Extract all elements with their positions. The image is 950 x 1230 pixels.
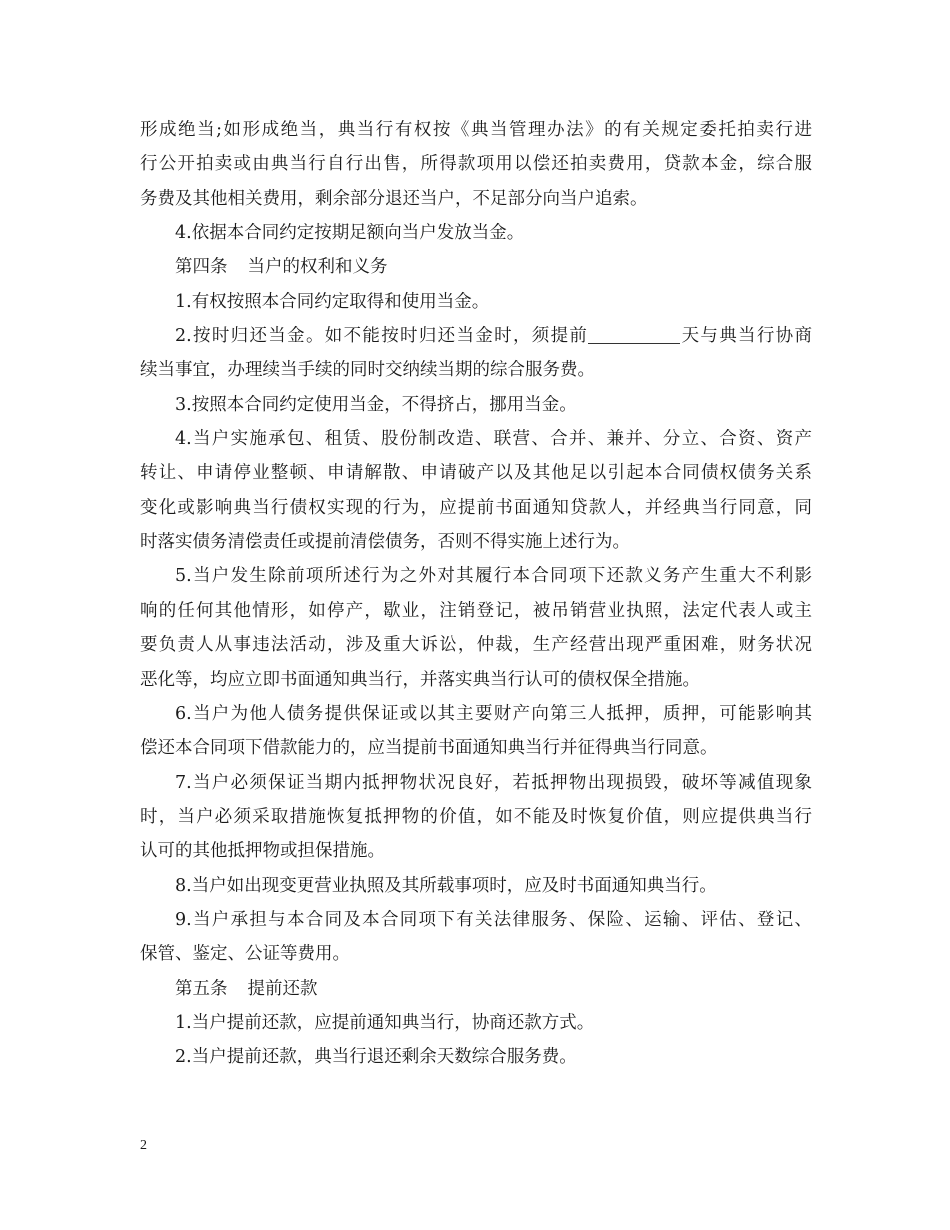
paragraph-line: 时，当户必须采取措施恢复抵押物的价值，如不能及时恢复价值，则应提供典当行 — [140, 806, 812, 827]
clause-item: 3.按照本合同约定使用当金，不得挤占，挪用当金。 — [175, 394, 577, 415]
article-heading-4 — [140, 250, 812, 284]
paragraph-line: 要负责人从事违法活动，涉及重大诉讼，仲裁，生产经营出现严重困难，财务状况 — [140, 635, 812, 656]
document-body — [140, 113, 812, 1075]
article-title: 当户的权利和义务 — [247, 257, 388, 278]
paragraph-line: 时落实债务清偿责任或提前清偿债务，否则不得实施上述行为。 — [140, 532, 630, 553]
clause-item: 7.当户必须保证当期内抵押物状况良好，若抵押物出现损毁，破坏等减值现象 — [175, 772, 812, 793]
paragraph-line: 认可的其他抵押物或担保措施。 — [140, 841, 385, 862]
page-number: 2 — [140, 1138, 147, 1153]
clause-item: 6.当户为他人债务提供保证或以其主要财产向第三人抵押，质押，可能影响其 — [175, 703, 812, 724]
paragraph-line: 恶化等，均应立即书面通知典当行，并落实典当行认可的债权保全措施。 — [140, 669, 700, 690]
clause-item: 2.当户提前还款，典当行退还剩余天数综合服务费。 — [175, 1047, 577, 1068]
clause-item: 4.当户实施承包、租赁、股份制改造、联营、合并、兼并、分立、合资、资产 — [175, 429, 812, 450]
article-number: 第四条 — [175, 257, 228, 278]
article-heading-5 — [140, 972, 812, 1006]
clause-item: 1.当户提前还款，应提前通知典当行，协商还款方式。 — [175, 1012, 595, 1033]
paragraph-line: 偿还本合同项下借款能力的，应当提前书面通知典当行并征得典当行同意。 — [140, 738, 718, 759]
clause-item: 9.当户承担与本合同及本合同项下有关法律服务、保险、运输、评估、登记、 — [175, 909, 812, 930]
clause-item — [140, 319, 812, 353]
clause-text: 2.按时归还当金。如不能按时归还当金时，须提前 — [175, 326, 589, 347]
paragraph-line: 保管、鉴定、公证等费用。 — [140, 944, 350, 965]
article-title: 提前还款 — [247, 978, 318, 999]
article-number: 第五条 — [175, 978, 228, 999]
paragraph-line: 行公开拍卖或由典当行自行出售，所得款项用以偿还拍卖费用，贷款本金，综合服 — [140, 154, 812, 175]
paragraph-line: 续当事宜，办理续当手续的同时交纳续当期的综合服务费。 — [140, 360, 595, 381]
clause-item: 5.当户发生除前项所述行为之外对其履行本合同项下还款义务产生重大不利影 — [175, 566, 812, 587]
clause-text: 天与典当行协商 — [680, 326, 812, 347]
clause-item: 4.依据本合同约定按期足额向当户发放当金。 — [175, 223, 525, 244]
paragraph-line: 形成绝当;如形成绝当，典当行有权按《典当管理办法》的有关规定委托拍卖行进 — [140, 120, 812, 140]
paragraph-line: 响的任何其他情形，如停产，歇业，注销登记，被吊销营业执照，法定代表人或主 — [140, 600, 812, 621]
fill-in-blank — [588, 326, 680, 345]
paragraph-line: 务费及其他相关费用，剩余部分退还当户，不足部分向当户追索。 — [140, 188, 648, 209]
paragraph-line: 变化或影响典当行债权实现的行为，应提前书面通知贷款人，并经典当行同意，同 — [140, 497, 812, 518]
clause-item: 8.当户如出现变更营业执照及其所载事项时，应及时书面通知典当行。 — [175, 875, 717, 896]
paragraph-line: 转让、申请停业整顿、申请解散、申请破产以及其他足以引起本合同债权债务关系 — [140, 463, 812, 484]
clause-item: 1.有权按照本合同约定取得和使用当金。 — [175, 291, 490, 312]
